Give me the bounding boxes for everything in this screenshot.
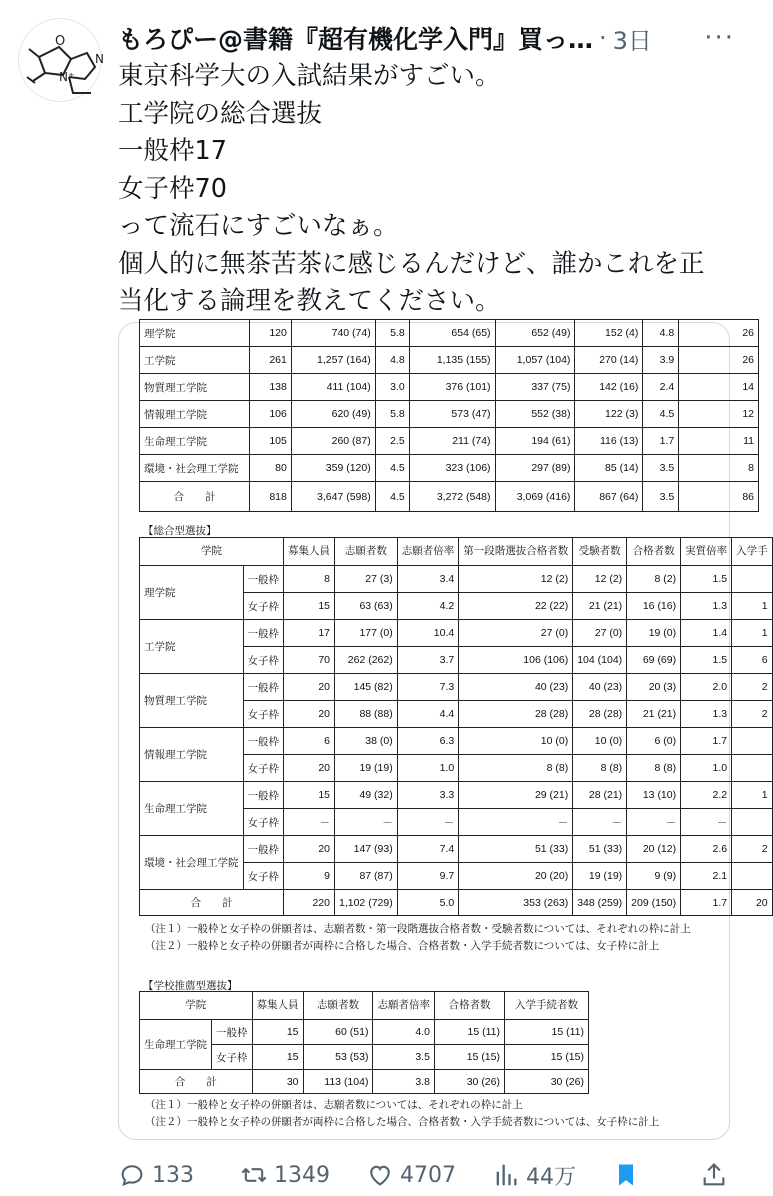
- table-header-cell: 実質倍率: [681, 538, 732, 566]
- table-row: [140, 401, 759, 428]
- table-cell: 209 (150): [627, 890, 681, 916]
- table-cell: 1,057 (104): [495, 347, 575, 374]
- table-cell: 28 (28): [459, 701, 573, 728]
- table-cell: 9 (9): [627, 863, 681, 890]
- table-cell: 4.5: [375, 482, 409, 512]
- table-cell: 一般枠: [243, 728, 284, 755]
- table-header-cell: 受験者数: [573, 538, 627, 566]
- reply-count: 133: [152, 1162, 194, 1188]
- table-cell: 337 (75): [495, 374, 575, 401]
- table-header-cell: 学院: [140, 992, 253, 1020]
- table-cell: 30 (26): [434, 1070, 504, 1094]
- school-name-cell: 生命理工学院: [140, 1020, 212, 1070]
- views-chart-icon: [492, 1161, 520, 1189]
- table-header-cell: 第一段階選抜合格者数: [459, 538, 573, 566]
- table-cell: －: [573, 809, 627, 836]
- table-row: [140, 455, 759, 482]
- table-row: [140, 374, 759, 401]
- table-cell: 5.8: [375, 401, 409, 428]
- table-cell: 4.2: [397, 593, 459, 620]
- table-cell: 21 (21): [573, 593, 627, 620]
- table-row: [140, 836, 773, 863]
- table-cell: 104 (104): [573, 647, 627, 674]
- table-header-cell: 募集人員: [284, 538, 335, 566]
- school-name-cell: 理学院: [140, 566, 244, 620]
- table-cell: 女子枠: [243, 863, 284, 890]
- table-cell: 14: [679, 374, 759, 401]
- table-cell: 15: [284, 782, 335, 809]
- table-cell: 1: [732, 782, 773, 809]
- suisen-note-2: （注２）一般枠と女子枠の併願者が両枠に合格した場合、合格者数・入学手続者数については、女子枠に計上: [145, 1116, 660, 1128]
- table-cell: 3.0: [375, 374, 409, 401]
- table-cell: 20 (3): [627, 674, 681, 701]
- table-cell: 4.8: [643, 320, 679, 347]
- tweet-media-image[interactable]: [118, 322, 768, 1140]
- table-cell: 152 (4): [575, 320, 643, 347]
- table-cell: 物質理工学院: [140, 374, 250, 401]
- table-cell: 145 (82): [335, 674, 398, 701]
- table-cell: 1: [732, 620, 773, 647]
- table-cell: 19 (0): [627, 620, 681, 647]
- table-row: [140, 428, 759, 455]
- table-cell: 70: [284, 647, 335, 674]
- table-cell: 29 (21): [459, 782, 573, 809]
- table-cell: 1.5: [681, 566, 732, 593]
- table-cell: 40 (23): [459, 674, 573, 701]
- table-cell: 20: [284, 674, 335, 701]
- table-cell: 2.4: [643, 374, 679, 401]
- reply-button[interactable]: [118, 1155, 194, 1195]
- sogo-admission-table: [139, 537, 773, 916]
- table-cell: 1.7: [681, 890, 732, 916]
- table-header-cell: 合格者数: [627, 538, 681, 566]
- table-cell: 270 (14): [575, 347, 643, 374]
- table-cell: 一般枠: [243, 782, 284, 809]
- table-cell: 1.7: [681, 728, 732, 755]
- table-cell: 3.5: [643, 455, 679, 482]
- svg-text:O: O: [55, 34, 66, 49]
- table-cell: 16 (16): [627, 593, 681, 620]
- table-cell: 1.3: [681, 593, 732, 620]
- school-name-cell: 生命理工学院: [140, 782, 244, 836]
- table-cell: 113 (104): [303, 1070, 373, 1094]
- table-cell: 261: [249, 347, 291, 374]
- table-cell: 5.0: [397, 890, 459, 916]
- table-cell: 120: [249, 320, 291, 347]
- table-cell: 15 (11): [434, 1020, 504, 1045]
- heart-icon: [366, 1161, 394, 1189]
- table-cell: [732, 566, 773, 593]
- table-cell: 1.0: [681, 755, 732, 782]
- author-name[interactable]: もろぴー@書籍『超有機化学入門』買っ…: [118, 25, 594, 54]
- bookmark-button[interactable]: [612, 1155, 646, 1195]
- table-cell: 合 計: [140, 890, 284, 916]
- table-cell: 63 (63): [335, 593, 398, 620]
- table-cell: 2.0: [681, 674, 732, 701]
- table-cell: 2.2: [681, 782, 732, 809]
- table-cell: 27 (0): [573, 620, 627, 647]
- svg-text:N: N: [95, 52, 104, 66]
- table-cell: 30 (26): [505, 1070, 589, 1094]
- sogo-note-2: （注２）一般枠と女子枠の併願者が両枠に合格した場合、合格者数・入学手続者数については、女子枠に計上: [145, 940, 660, 952]
- action-bar: [0, 1155, 749, 1195]
- table-header-cell: 志願者数: [335, 538, 398, 566]
- table-cell: 1.7: [643, 428, 679, 455]
- table-cell: 3.7: [397, 647, 459, 674]
- table-row: [140, 620, 773, 647]
- table-cell: 2.5: [375, 428, 409, 455]
- table-cell: 147 (93): [335, 836, 398, 863]
- table-cell: 26: [679, 320, 759, 347]
- table-cell: 30: [252, 1070, 303, 1094]
- table-header-cell: 学院: [140, 538, 284, 566]
- table-cell: 合 計: [140, 482, 250, 512]
- retweet-count: 1349: [274, 1162, 330, 1188]
- table-cell: 177 (0): [335, 620, 398, 647]
- table-header-cell: 入学手続者数: [505, 992, 589, 1020]
- table-cell: 22 (22): [459, 593, 573, 620]
- retweet-icon: [240, 1161, 268, 1189]
- table-cell: 一般枠: [243, 836, 284, 863]
- tweet-text: [118, 58, 730, 321]
- table-cell: 19 (19): [573, 863, 627, 890]
- table-cell: 3.4: [397, 566, 459, 593]
- table-row: [140, 320, 759, 347]
- table-header-row: [140, 992, 589, 1020]
- table-cell: 10.4: [397, 620, 459, 647]
- table-cell: [732, 755, 773, 782]
- suisen-section-title: 【学校推薦型選抜】: [143, 980, 238, 992]
- table-cell: 3.8: [373, 1070, 435, 1094]
- table-cell: 620 (49): [291, 401, 375, 428]
- school-name-cell: 物質理工学院: [140, 674, 244, 728]
- table-cell: 11: [679, 428, 759, 455]
- table-cell: 13 (10): [627, 782, 681, 809]
- table-cell: 4.0: [373, 1020, 435, 1045]
- table-cell: 5.8: [375, 320, 409, 347]
- table-cell: 女子枠: [243, 701, 284, 728]
- table-cell: 26: [679, 347, 759, 374]
- table-header-cell: 合格者数: [434, 992, 504, 1020]
- table-cell: 一般枠: [212, 1020, 253, 1045]
- table-cell: 生命理工学院: [140, 428, 250, 455]
- table-header-cell: 志願者倍率: [397, 538, 459, 566]
- table-cell: 20 (20): [459, 863, 573, 890]
- table-cell: 262 (262): [335, 647, 398, 674]
- table-cell: 8: [284, 566, 335, 593]
- table-cell: 15 (11): [505, 1020, 589, 1045]
- table-cell: －: [459, 809, 573, 836]
- table-cell: －: [397, 809, 459, 836]
- table-cell: 87 (87): [335, 863, 398, 890]
- table-row: [140, 782, 773, 809]
- table-cell: 女子枠: [243, 647, 284, 674]
- table-cell: 1.5: [681, 647, 732, 674]
- table-cell: 情報理工学院: [140, 401, 250, 428]
- table-cell: 122 (3): [575, 401, 643, 428]
- views-button[interactable]: [492, 1155, 576, 1195]
- tweet-text-line: 東京科学大の入試結果がすごい。: [118, 61, 501, 91]
- table-header-cell: 志願者倍率: [373, 992, 435, 1020]
- table-cell: 297 (89): [495, 455, 575, 482]
- table-cell: 573 (47): [409, 401, 495, 428]
- table-cell: 3,069 (416): [495, 482, 575, 512]
- table-cell: 15 (15): [505, 1045, 589, 1070]
- admissions-document: [119, 323, 768, 1141]
- table-cell: 260 (87): [291, 428, 375, 455]
- table-cell: 552 (38): [495, 401, 575, 428]
- table-row: [140, 347, 759, 374]
- table-cell: 53 (53): [303, 1045, 373, 1070]
- share-button[interactable]: [700, 1155, 734, 1195]
- table-total-row: [140, 1070, 589, 1094]
- table-cell: 3,272 (548): [409, 482, 495, 512]
- table-cell: 1.3: [681, 701, 732, 728]
- tweet-header: [118, 18, 735, 58]
- table-cell: 28 (21): [573, 782, 627, 809]
- table-cell: 合 計: [140, 1070, 253, 1094]
- table-cell: 7.4: [397, 836, 459, 863]
- table-cell: 12 (2): [573, 566, 627, 593]
- school-name-cell: 情報理工学院: [140, 728, 244, 782]
- table-cell: 女子枠: [243, 593, 284, 620]
- share-icon: [700, 1161, 728, 1189]
- table-cell: 323 (106): [409, 455, 495, 482]
- table-cell: 652 (49): [495, 320, 575, 347]
- table-cell: 88 (88): [335, 701, 398, 728]
- table-cell: 一般枠: [243, 674, 284, 701]
- table-cell: 9: [284, 863, 335, 890]
- separator: ·: [599, 24, 607, 52]
- views-count: 44万: [526, 1164, 576, 1190]
- table-cell: 6: [284, 728, 335, 755]
- table-cell: 51 (33): [459, 836, 573, 863]
- table-cell: 194 (61): [495, 428, 575, 455]
- more-options-button[interactable]: ···: [704, 23, 735, 53]
- table-cell: －: [627, 809, 681, 836]
- table-cell: 10 (0): [459, 728, 573, 755]
- table-cell: 2: [732, 701, 773, 728]
- table-cell: 8: [679, 455, 759, 482]
- table-cell: 12 (2): [459, 566, 573, 593]
- table-cell: 3.5: [643, 482, 679, 512]
- table-cell: 211 (74): [409, 428, 495, 455]
- table-cell: 220: [284, 890, 335, 916]
- table-cell: [732, 809, 773, 836]
- table-cell: －: [335, 809, 398, 836]
- svg-text:N⁺: N⁺: [59, 70, 75, 84]
- table-cell: 20: [284, 836, 335, 863]
- table-cell: 376 (101): [409, 374, 495, 401]
- table-row: [140, 674, 773, 701]
- tweet-text-line: 個人的に無茶苦茶に感じるんだけど、誰かこれを正: [118, 248, 705, 279]
- like-count: 4707: [400, 1162, 456, 1188]
- table-header-cell: 志願者数: [303, 992, 373, 1020]
- table-cell: 15: [252, 1045, 303, 1070]
- table-cell: 10 (0): [573, 728, 627, 755]
- table-cell: 2.1: [681, 863, 732, 890]
- table-cell: 106 (106): [459, 647, 573, 674]
- table-cell: 38 (0): [335, 728, 398, 755]
- table-cell: 2.6: [681, 836, 732, 863]
- table-cell: 4.5: [375, 455, 409, 482]
- table-cell: 9.7: [397, 863, 459, 890]
- table-cell: 49 (32): [335, 782, 398, 809]
- table-cell: 女子枠: [243, 809, 284, 836]
- bookmark-icon: [612, 1161, 640, 1189]
- table-cell: 環境・社会理工学院: [140, 455, 250, 482]
- table-cell: 142 (16): [575, 374, 643, 401]
- avatar[interactable]: [18, 18, 102, 102]
- table-cell: 818: [249, 482, 291, 512]
- suisen-note-1: （注１）一般枠と女子枠の併願者は、志願者数については、それぞれの枠に計上: [145, 1099, 523, 1111]
- tweet-text-line: 一般枠17: [118, 136, 227, 166]
- table-cell: 116 (13): [575, 428, 643, 455]
- table-cell: 4.8: [375, 347, 409, 374]
- school-name-cell: 工学院: [140, 620, 244, 674]
- sogo-section-title: 【総合型選抜】: [143, 525, 217, 537]
- table-cell: 740 (74): [291, 320, 375, 347]
- table-cell: 138: [249, 374, 291, 401]
- table-cell: 1,135 (155): [409, 347, 495, 374]
- table-header-row: [140, 538, 773, 566]
- table-cell: 51 (33): [573, 836, 627, 863]
- table-cell: 15: [284, 593, 335, 620]
- table-cell: 27 (3): [335, 566, 398, 593]
- table-cell: 21 (21): [627, 701, 681, 728]
- table-cell: 一般枠: [243, 566, 284, 593]
- table-total-row: [140, 482, 759, 512]
- table-cell: 654 (65): [409, 320, 495, 347]
- table-cell: 女子枠: [243, 755, 284, 782]
- table-cell: 60 (51): [303, 1020, 373, 1045]
- table-cell: 6: [732, 647, 773, 674]
- table-cell: 4.5: [643, 401, 679, 428]
- table-cell: 69 (69): [627, 647, 681, 674]
- table-cell: 28 (28): [573, 701, 627, 728]
- table-cell: 2: [732, 836, 773, 863]
- table-cell: [732, 863, 773, 890]
- tweet-text-line: 工学院の総合選抜: [118, 98, 323, 129]
- retweet-button[interactable]: [240, 1155, 330, 1195]
- table-cell: 8 (8): [459, 755, 573, 782]
- table-cell: 17: [284, 620, 335, 647]
- table-header-cell: 入学手: [732, 538, 773, 566]
- table-cell: 4.4: [397, 701, 459, 728]
- table-cell: 85 (14): [575, 455, 643, 482]
- tweet-text-line: 女子枠70: [118, 173, 227, 204]
- table-cell: [732, 728, 773, 755]
- table-header-cell: 募集人員: [252, 992, 303, 1020]
- table-cell: 一般枠: [243, 620, 284, 647]
- tweet-text-line: 当化する論理を教えてください。: [118, 286, 501, 316]
- general-admission-table: [139, 319, 759, 512]
- table-cell: 1,102 (729): [335, 890, 398, 916]
- table-cell: 1: [732, 593, 773, 620]
- table-cell: 353 (263): [459, 890, 573, 916]
- table-cell: 女子枠: [212, 1045, 253, 1070]
- table-cell: －: [284, 809, 335, 836]
- table-cell: －: [681, 809, 732, 836]
- table-cell: 1,257 (164): [291, 347, 375, 374]
- table-cell: 411 (104): [291, 374, 375, 401]
- table-cell: 理学院: [140, 320, 250, 347]
- table-cell: 20 (12): [627, 836, 681, 863]
- table-cell: 6.3: [397, 728, 459, 755]
- table-row: [140, 1020, 589, 1045]
- table-cell: 7.3: [397, 674, 459, 701]
- table-cell: 80: [249, 455, 291, 482]
- table-cell: 3.9: [643, 347, 679, 374]
- like-button[interactable]: [366, 1155, 456, 1195]
- table-cell: 15: [252, 1020, 303, 1045]
- table-cell: 8 (2): [627, 566, 681, 593]
- table-cell: 8 (8): [627, 755, 681, 782]
- table-cell: 3.3: [397, 782, 459, 809]
- table-cell: 359 (120): [291, 455, 375, 482]
- table-cell: 工学院: [140, 347, 250, 374]
- table-cell: 3,647 (598): [291, 482, 375, 512]
- table-cell: 20: [284, 755, 335, 782]
- table-cell: 20: [732, 890, 773, 916]
- table-cell: 867 (64): [575, 482, 643, 512]
- table-cell: 6 (0): [627, 728, 681, 755]
- sogo-note-1: （注１）一般枠と女子枠の併願者は、志願者数・第一段階選抜合格者数・受験者数については、それぞれの枠に計上: [145, 923, 691, 935]
- reply-icon: [118, 1161, 146, 1189]
- table-cell: 3.5: [373, 1045, 435, 1070]
- tweet-text-line: って流石にすごいなぁ。: [118, 211, 399, 241]
- table-cell: 1.4: [681, 620, 732, 647]
- school-name-cell: 環境・社会理工学院: [140, 836, 244, 890]
- table-cell: 348 (259): [573, 890, 627, 916]
- table-cell: 15 (15): [434, 1045, 504, 1070]
- school-recommendation-table: [139, 991, 589, 1094]
- molecule-avatar-icon: [19, 19, 103, 103]
- table-row: [140, 566, 773, 593]
- table-total-row: [140, 890, 773, 916]
- table-cell: 105: [249, 428, 291, 455]
- table-cell: 12: [679, 401, 759, 428]
- table-cell: 8 (8): [573, 755, 627, 782]
- table-cell: 86: [679, 482, 759, 512]
- table-cell: 2: [732, 674, 773, 701]
- table-cell: 20: [284, 701, 335, 728]
- table-cell: 40 (23): [573, 674, 627, 701]
- table-row: [140, 728, 773, 755]
- table-cell: 106: [249, 401, 291, 428]
- timestamp[interactable]: 3日: [612, 26, 652, 55]
- table-cell: 27 (0): [459, 620, 573, 647]
- table-cell: 19 (19): [335, 755, 398, 782]
- table-cell: 1.0: [397, 755, 459, 782]
